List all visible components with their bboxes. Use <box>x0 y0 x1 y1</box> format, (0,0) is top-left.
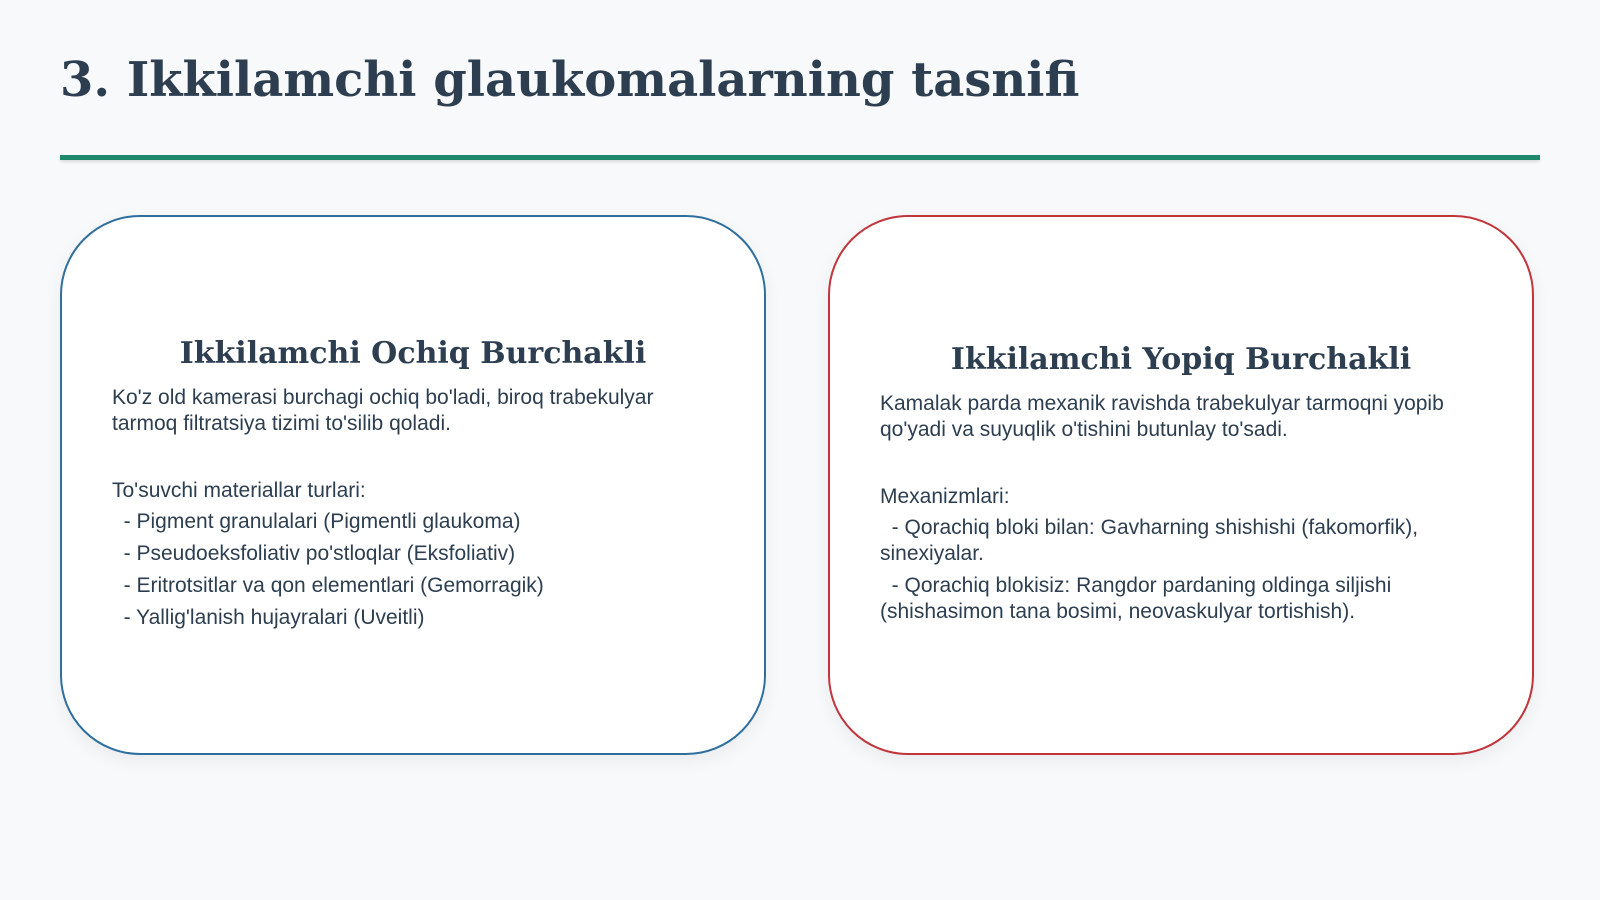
open-angle-list <box>112 509 714 637</box>
list-item: - Pseudoeksfoliativ po'stloqlar (Eksfoliativ) <box>112 541 516 565</box>
title-divider <box>60 155 1540 160</box>
open-angle-subheading: To'suvchi materiallar turlari: <box>112 478 366 502</box>
list-item: - Eritrotsitlar va qon elementlari (Gemorragik) <box>112 573 544 597</box>
open-angle-description: Ko'z old kamerasi burchagi ochiq bo'ladi, biroq trabekulyar tarmoq filtratsiya tizimi to'silib qoladi. <box>112 385 654 435</box>
list-item: - Pigment granulalari (Pigmentli glaukoma) <box>112 509 521 533</box>
closed-angle-heading: Ikkilamchi Yopiq Burchakli <box>950 341 1412 377</box>
closed-angle-list <box>880 515 1482 631</box>
list-item: - Qorachiq blokisiz: Rangdor pardaning oldinga siljishi (shishasimon tana bosimi, neovaskulyar tortishish). <box>880 573 1398 623</box>
open-angle-heading: Ikkilamchi Ochiq Burchakli <box>179 335 647 371</box>
list-item: - Qorachiq bloki bilan: Gavharning shishishi (fakomorfik), sinexiyalar. <box>880 515 1424 565</box>
list-item: - Yallig'lanish hujayralari (Uveitli) <box>112 605 425 629</box>
closed-angle-description: Kamalak parda mexanik ravishda trabekulyar tarmoqni yopib qo'yadi va suyuqlik o'tishini butunlay to'sadi. <box>880 391 1444 441</box>
slide-title: 3. Ikkilamchi glaukomalarning tasnifi <box>60 52 1080 108</box>
closed-angle-subheading: Mexanizmlari: <box>880 484 1010 508</box>
open-angle-card <box>60 215 766 755</box>
closed-angle-card <box>828 215 1534 755</box>
